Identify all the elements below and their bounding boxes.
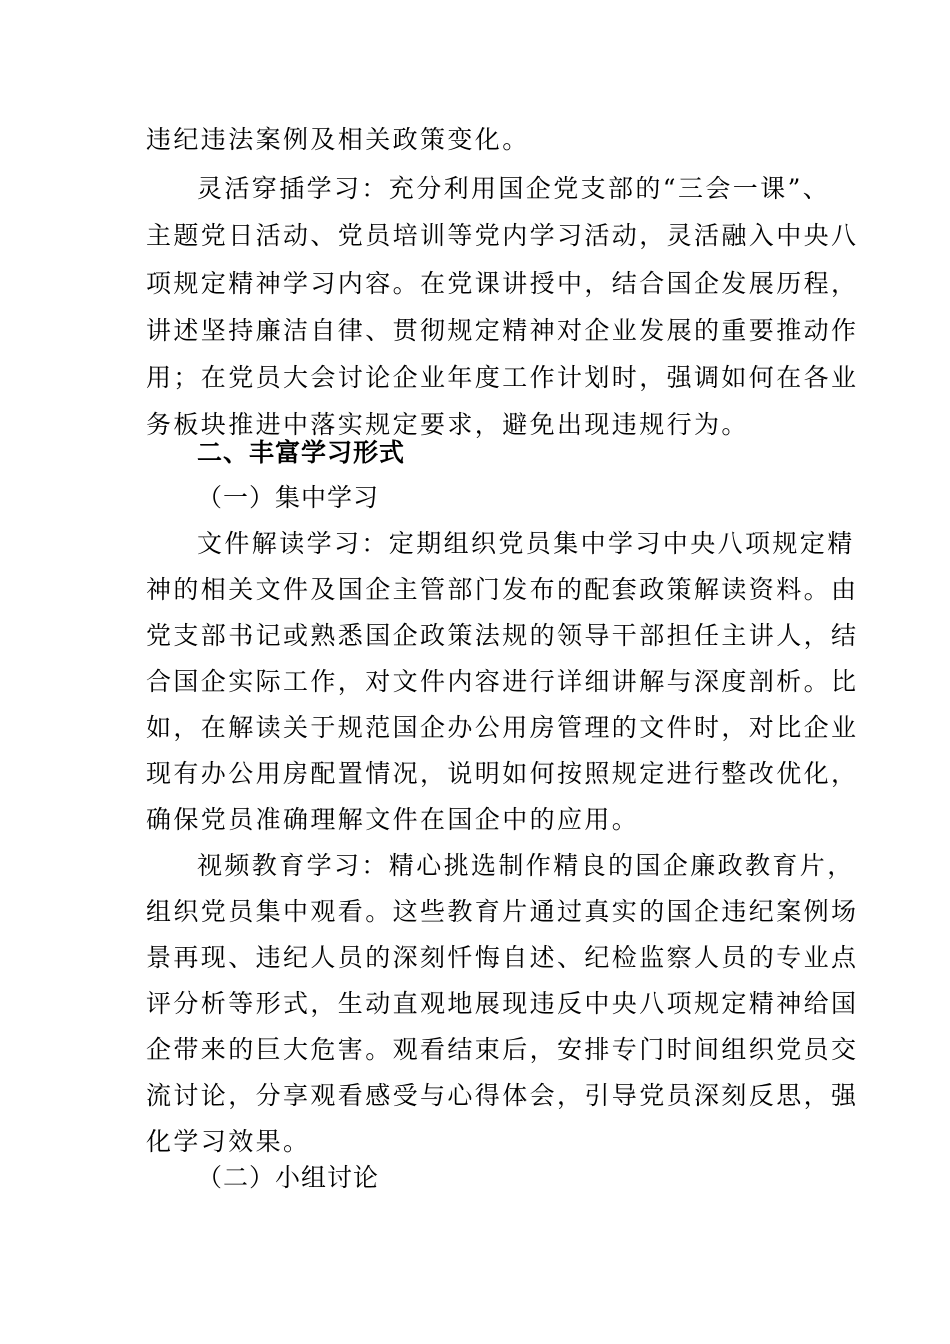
body-text-line: 化学习效果。 bbox=[146, 1127, 311, 1156]
paragraph-first-line: 灵活穿插学习：充分利用国企党支部的“三会一课”、 bbox=[197, 174, 831, 203]
subsection-heading: （一）集中学习 bbox=[197, 483, 380, 512]
paragraph-first-line: 视频教育学习：精心挑选制作精良的国企廉政教育片， bbox=[197, 851, 855, 880]
body-text-line: 合国企实际工作，对文件内容进行详细讲解与深度剖析。比 bbox=[146, 667, 859, 696]
body-text-line: 企带来的巨大危害。观看结束后，安排专门时间组织党员交 bbox=[146, 1035, 859, 1064]
body-text-line: 神的相关文件及国企主管部门发布的配套政策解读资料。由 bbox=[146, 575, 859, 604]
body-text-line: 主题党日活动、党员培训等党内学习活动，灵活融入中央八 bbox=[146, 221, 859, 250]
body-text-line: 组织党员集中观看。这些教育片通过真实的国企违纪案例场 bbox=[146, 897, 859, 926]
body-text-line: 确保党员准确理解文件在国企中的应用。 bbox=[146, 805, 640, 834]
body-text-line: 党支部书记或熟悉国企政策法规的领导干部担任主讲人，结 bbox=[146, 621, 859, 650]
body-text-line: 讲述坚持廉洁自律、贯彻规定精神对企业发展的重要推动作 bbox=[146, 316, 859, 345]
body-text-line: 违纪违法案例及相关政策变化。 bbox=[146, 125, 530, 154]
subsection-heading: （二）小组讨论 bbox=[197, 1163, 380, 1192]
body-text-line: 项规定精神学习内容。在党课讲授中，结合国企发展历程， bbox=[146, 269, 859, 298]
body-text-line: 用；在党员大会讨论企业年度工作计划时，强调如何在各业 bbox=[146, 363, 859, 392]
body-text-line: 现有办公用房配置情况，说明如何按照规定进行整改优化， bbox=[146, 759, 859, 788]
body-text-line: 如，在解读关于规范国企办公用房管理的文件时，对比企业 bbox=[146, 713, 859, 742]
body-text-line: 评分析等形式，生动直观地展现违反中央八项规定精神给国 bbox=[146, 989, 859, 1018]
body-text-line: 景再现、违纪人员的深刻忏悔自述、纪检监察人员的专业点 bbox=[146, 943, 859, 972]
body-text-line: 流讨论，分享观看感受与心得体会，引导党员深刻反思，强 bbox=[146, 1081, 859, 1110]
body-text-line: 务板块推进中落实规定要求，避免出现违规行为。 bbox=[146, 410, 749, 439]
paragraph-first-line: 文件解读学习：定期组织党员集中学习中央八项规定精 bbox=[197, 529, 855, 558]
section-heading: 二、丰富学习形式 bbox=[197, 438, 406, 467]
